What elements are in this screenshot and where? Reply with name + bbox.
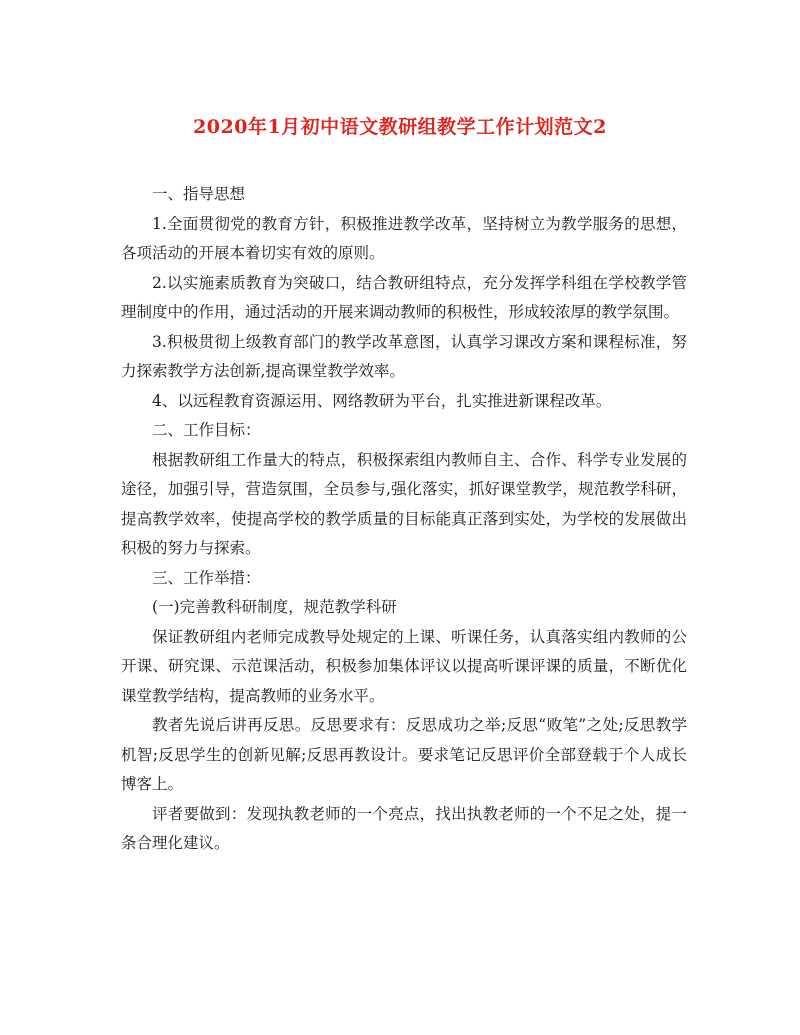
subsection-heading: (一)完善教科研制度，规范教学科研	[152, 598, 397, 616]
paragraph: 4、以远程教育资源运用、网络教研为平台，扎实推进新课程改革。	[152, 391, 612, 410]
document-body	[121, 180, 687, 859]
section-heading-work-goals: 二、工作目标：	[152, 421, 261, 439]
paragraph: 保证教研组内老师完成教导处规定的上课、听课任务，认真落实组内教师的公开课、研究课、示范课活动，积极参加集体评议以提高听课评课的质量，不断优化课堂教学结构，提高教师的业务水平。	[121, 627, 687, 705]
paragraph: 评者要做到：发现执教老师的一个亮点，找出执教老师的一个不足之处，提一条合理化建议。	[121, 804, 687, 852]
paragraph: 2.以实施素质教育为突破口，结合教研组特点，充分发挥学科组在学校教学管理制度中的作用，通过活动的开展来调动教师的积极性，形成较浓厚的教学氛围。	[121, 273, 687, 321]
paragraph: 教者先说后讲再反思。反思要求有：反思成功之举;反思“败笔”之处;反思教学机智;反思学生的创新见解;反思再教设计。要求笔记反思评价全部登载于个人成长博客上。	[121, 716, 687, 793]
paragraph: 3.积极贯彻上级教育部门的教学改革意图，认真学习课改方案和课程标准，努力探索教学方法创新,提高课堂教学效率。	[121, 332, 687, 380]
section-heading-guiding-thought: 一、指导思想	[152, 185, 246, 203]
document-title: 2020年1月初中语文教研组教学工作计划范文2	[193, 116, 607, 138]
section-heading-work-measures: 三、工作举措：	[152, 568, 261, 587]
paragraph: 1.全面贯彻党的教育方针，积极推进教学改革，坚持树立为教学服务的思想，各项活动的开展本着切实有效的原则。	[121, 214, 687, 262]
paragraph: 根据教研组工作量大的特点，积极探索组内教师自主、合作、科学专业发展的途径，加强引导，营造氛围，全员参与,强化落实，抓好课堂教学，规范教学科研，提高教学效率，使提高学校的教学质量的目标能真正落到实处，为学校的发展做出积极的努力与探索。	[121, 450, 687, 557]
